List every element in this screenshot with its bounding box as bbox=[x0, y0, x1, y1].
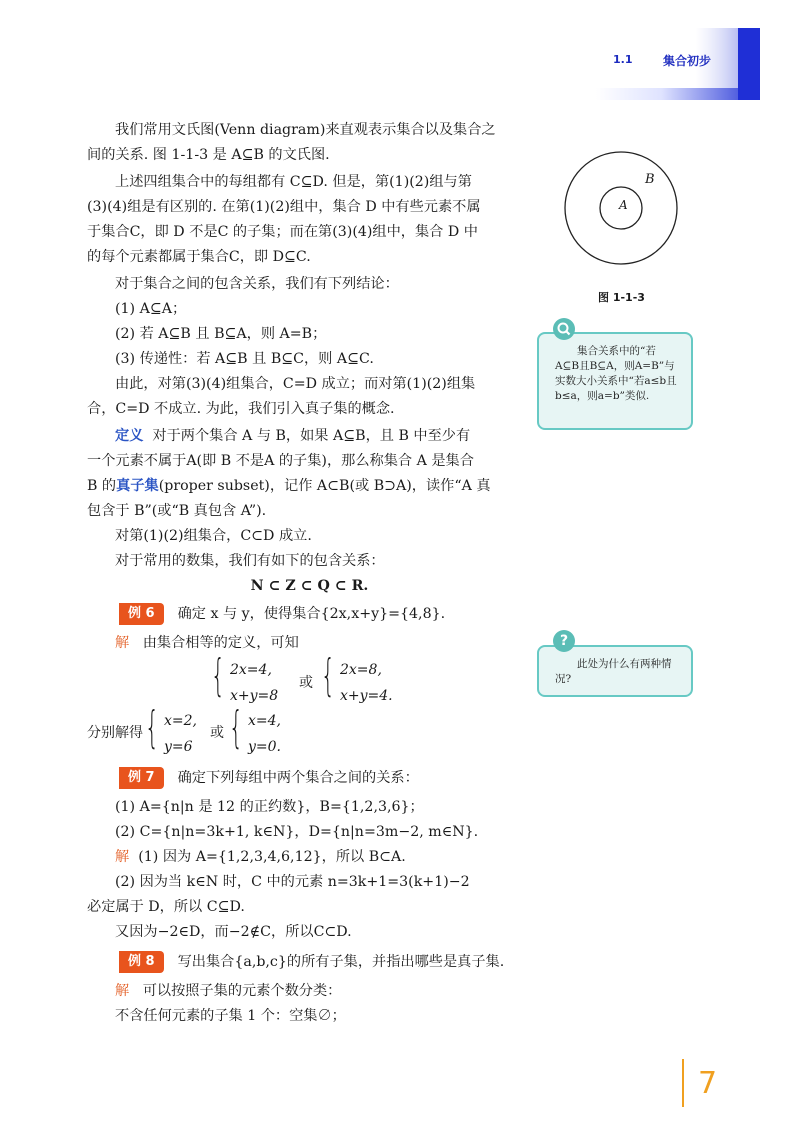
term-suffix: (proper subset)，记作 A⊂B(或 B⊃A)，读作“A 真 bbox=[158, 478, 491, 494]
example-6-tag: 例 6 bbox=[119, 603, 164, 625]
solution-7-text: (1) 因为 A={1,2,3,4,6,12}，所以 B⊂A. bbox=[138, 849, 406, 865]
brace-left: { bbox=[321, 650, 335, 701]
body-line: 上述四组集合中的每组都有 C⊆D. 但是，第(1)(2)组与第 bbox=[115, 174, 472, 190]
definition-text: 对于两个集合 A 与 B，如果 A⊆B，且 B 中至少有 bbox=[152, 428, 471, 444]
solution-8 bbox=[87, 979, 341, 1003]
body-line: (2) 若 A⊆B 且 B⊆A，则 A=B； bbox=[115, 326, 327, 342]
system-line: x=4, bbox=[248, 713, 281, 729]
margin-note-subset bbox=[537, 332, 693, 430]
venn-label-a: A bbox=[619, 198, 628, 212]
note-text: 集合关系中的“若A⊆B且B⊆A，则A=B”与实数大小关系中“若a≤b且b≤a，则a=b”类似. bbox=[555, 345, 677, 402]
body-line: (1) A⊆A； bbox=[115, 301, 187, 317]
or-text: 或 bbox=[299, 675, 313, 691]
definition-line bbox=[87, 424, 470, 448]
system-line: 2x=8, bbox=[340, 662, 382, 678]
system-line: x=2, bbox=[164, 713, 197, 729]
body-line: 不含任何元素的子集 1 个：空集∅； bbox=[115, 1008, 346, 1024]
definition-term-line bbox=[87, 474, 491, 498]
page-number-bar bbox=[682, 1059, 684, 1107]
example-7-tag: 例 7 bbox=[119, 767, 164, 789]
example-6 bbox=[119, 602, 445, 626]
solution-6 bbox=[87, 631, 299, 655]
system-line: 2x=4, bbox=[230, 662, 272, 678]
body-line: 我们常用文氏图(Venn diagram)来直观表示集合以及集合之 bbox=[115, 122, 496, 138]
body-line: (3) 传递性：若 A⊆B 且 B⊆C，则 A⊆C. bbox=[115, 351, 374, 367]
body-line: 对于常用的数集，我们有如下的包含关系： bbox=[115, 553, 385, 569]
section-title: 集合初步 bbox=[663, 54, 712, 68]
venn-label-b: B bbox=[645, 172, 655, 187]
note-text-question: 此处为什么有两种情况? bbox=[555, 658, 672, 685]
page-number: 7 bbox=[698, 1066, 718, 1101]
example-8-tag: 例 8 bbox=[119, 951, 164, 973]
example-7 bbox=[119, 766, 419, 790]
brace-left: { bbox=[145, 702, 159, 753]
body-line: 于集合C，即 D 不是C 的子集；而在第(3)(4)组中，集合 D 中 bbox=[87, 224, 478, 240]
margin-note-question bbox=[537, 645, 693, 697]
solution-tag: 解 bbox=[115, 983, 130, 999]
body-line: 又因为−2∈D，而−2∉C，所以C⊂D. bbox=[115, 924, 352, 940]
solution-7 bbox=[87, 845, 406, 869]
system-line: y=0. bbox=[248, 739, 281, 755]
brace-left: { bbox=[229, 702, 243, 753]
body-line: (2) 因为当 k∈N 时，C 中的元素 n=3k+1=3(k+1)−2 bbox=[115, 874, 470, 890]
magnifier-icon bbox=[553, 318, 575, 340]
body-line: 对于集合之间的包含关系，我们有下列结论： bbox=[115, 276, 399, 292]
body-line: 对第(1)(2)组集合，C⊂D 成立. bbox=[115, 528, 312, 544]
example-8 bbox=[119, 950, 504, 974]
question-icon: ? bbox=[553, 630, 575, 652]
solution-tag: 解 bbox=[115, 635, 130, 651]
term-prefix: B 的 bbox=[87, 478, 117, 494]
example-8-text: 写出集合{a,b,c}的所有子集，并指出哪些是真子集. bbox=[177, 954, 505, 970]
body-line: 间的关系. 图 1-1-3 是 A⊆B 的文氏图. bbox=[87, 147, 330, 163]
proper-subset-term: 真子集 bbox=[116, 478, 159, 494]
system-line: x+y=4. bbox=[340, 688, 393, 704]
solution-6-text: 由集合相等的定义，可知 bbox=[142, 635, 299, 651]
figure-caption: 图 1-1-3 bbox=[598, 291, 645, 304]
example-7-text: 确定下列每组中两个集合之间的关系： bbox=[177, 770, 419, 786]
body-line: (3)(4)组是有区别的. 在第(1)(2)组中，集合 D 中有些元素不属 bbox=[87, 199, 481, 215]
section-number: 1.1 bbox=[613, 53, 633, 66]
example-7-item: (1) A={n|n 是 12 的正约数}，B={1,2,3,6}； bbox=[115, 799, 424, 815]
body-line: 一个元素不属于A(即 B 不是A 的子集)，那么称集合 A 是集合 bbox=[87, 453, 474, 469]
system-line: y=6 bbox=[164, 739, 193, 755]
solution-8-text: 可以按照子集的元素个数分类： bbox=[142, 983, 342, 999]
brace-left: { bbox=[211, 650, 225, 701]
system-line: x+y=8 bbox=[230, 688, 279, 704]
body-line: 的每个元素都属于集合C，即 D⊆C. bbox=[87, 249, 311, 265]
definition-tag: 定义 bbox=[115, 428, 144, 444]
example-7-item: (2) C={n|n=3k+1, k∈N}，D={n|n=3m−2, m∈N}. bbox=[115, 824, 479, 840]
example-6-text: 确定 x 与 y，使得集合{2x,x+y}={4,8}. bbox=[177, 606, 446, 622]
solve-prefix: 分别解得 bbox=[87, 725, 143, 741]
body-line: 由此，对第(3)(4)组集合，C=D 成立；而对第(1)(2)组集 bbox=[115, 376, 476, 392]
body-line: 必定属于 D，所以 C⊆D. bbox=[87, 899, 245, 915]
solution-tag: 解 bbox=[115, 849, 130, 865]
or-text: 或 bbox=[210, 725, 224, 741]
body-line: 合，C=D 不成立. 为此，我们引入真子集的概念. bbox=[87, 401, 395, 417]
body-line: 包含于 B”(或“B 真包含 A”). bbox=[87, 503, 267, 519]
header-blue-block bbox=[738, 28, 760, 100]
number-set-chain: N ⊂ Z ⊂ Q ⊂ R. bbox=[250, 578, 369, 594]
